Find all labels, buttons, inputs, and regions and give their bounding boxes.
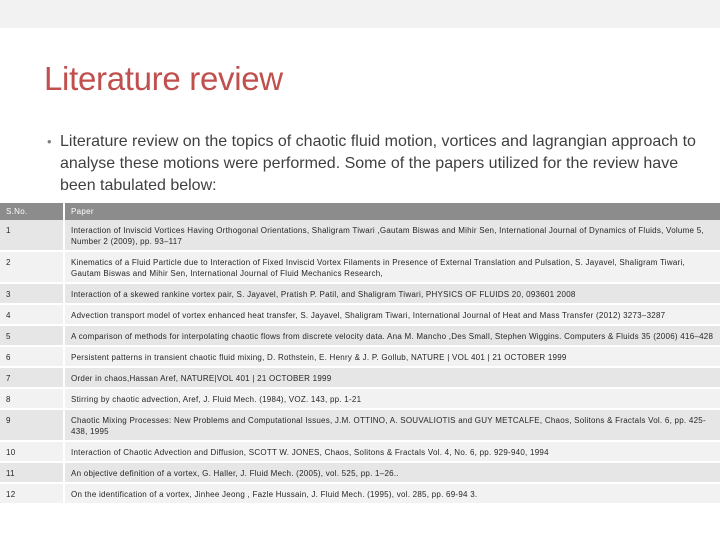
bullet-paragraph (44, 131, 710, 197)
row-sno: 2 (0, 251, 64, 283)
row-sno: 8 (0, 388, 64, 409)
bullet-text: Literature review on the topics of chaotic fluid motion, vortices and lagrangian approach to analyse these motions were performed. Some of the papers utilized for the review have been tabulated below: (60, 133, 696, 194)
table-row (0, 388, 720, 409)
slide-title: Literature review (44, 60, 283, 97)
row-paper: Interaction of a skewed rankine vortex pair, S. Jayavel, Pratish P. Patil, and Shaligram Tiwari, PHYSICS OF FLUIDS 20, 093601 2008 (64, 283, 720, 304)
row-paper: Kinematics of a Fluid Particle due to Interaction of Fixed Inviscid Vortex Filaments in Presence of External Translation and Pulsation, S. Jayavel, Shaligram Tiwari, Gautam Biswas and Mihir Sen, International Journal of Fluid Mechanics Research, (64, 251, 720, 283)
table-header-row (0, 203, 720, 220)
row-sno: 9 (0, 409, 64, 441)
table-row (0, 409, 720, 441)
row-sno: 3 (0, 283, 64, 304)
row-paper: Order in chaos,Hassan Aref, NATURE|VOL 401 | 21 OCTOBER 1999 (64, 367, 720, 388)
bullet-dot-icon: • (47, 134, 52, 149)
row-sno: 6 (0, 346, 64, 367)
header-paper: Paper (64, 203, 720, 220)
table-row (0, 251, 720, 283)
table-row (0, 346, 720, 367)
row-sno: 11 (0, 462, 64, 483)
row-paper: Stirring by chaotic advection, Aref, J. Fluid Mech. (1984), VOZ. 143, pp. 1-21 (64, 388, 720, 409)
table-row (0, 441, 720, 462)
row-paper: Interaction of Inviscid Vortices Having Orthogonal Orientations, Shaligram Tiwari ,Gautam Biswas and Mihir Sen, International Journal of Dynamics of Fluids, Volume 5, Number 2 (2009), pp. 93–117 (64, 220, 720, 251)
row-sno: 7 (0, 367, 64, 388)
row-sno: 4 (0, 304, 64, 325)
row-sno: 1 (0, 220, 64, 251)
table-row (0, 325, 720, 346)
table-row (0, 220, 720, 251)
table-row (0, 462, 720, 483)
row-paper: Interaction of Chaotic Advection and Diffusion, SCOTT W. JONES, Chaos, Solitons & Fractals Vol. 4, No. 6, pp. 929-940, 1994 (64, 441, 720, 462)
row-paper: On the identification of a vortex, Jinhee Jeong , Fazle Hussain, J. Fluid Mech. (1995), vol. 285, pp. 69-94 3. (64, 483, 720, 504)
table-row (0, 367, 720, 388)
row-paper: A comparison of methods for interpolating chaotic flows from discrete velocity data. Ana M. Mancho ,Des Small, Stephen Wiggins. Computers & Fluids 35 (2006) 416–428 (64, 325, 720, 346)
header-sno: S.No. (0, 203, 64, 220)
top-band (0, 0, 720, 28)
table-row (0, 483, 720, 504)
row-sno: 12 (0, 483, 64, 504)
row-paper: Persistent patterns in transient chaotic fluid mixing, D. Rothstein, E. Henry & J. P. Gollub, NATURE | VOL 401 | 21 OCTOBER 1999 (64, 346, 720, 367)
papers-table (0, 203, 720, 505)
row-sno: 5 (0, 325, 64, 346)
table-row (0, 304, 720, 325)
table-row (0, 283, 720, 304)
row-paper: Chaotic Mixing Processes: New Problems and Computational Issues, J.M. OTTINO, A. SOUVALIOTIS and GUY METCALFE, Chaos, Solitons & Fractals Vol. 6, pp. 425-438, 1995 (64, 409, 720, 441)
row-paper: Advection transport model of vortex enhanced heat transfer, S. Jayavel, Shaligram Tiwari, International Journal of Heat and Mass Transfer (2012) 3273–3287 (64, 304, 720, 325)
row-sno: 10 (0, 441, 64, 462)
row-paper: An objective definition of a vortex, G. Haller, J. Fluid Mech. (2005), vol. 525, pp. 1–26.. (64, 462, 720, 483)
